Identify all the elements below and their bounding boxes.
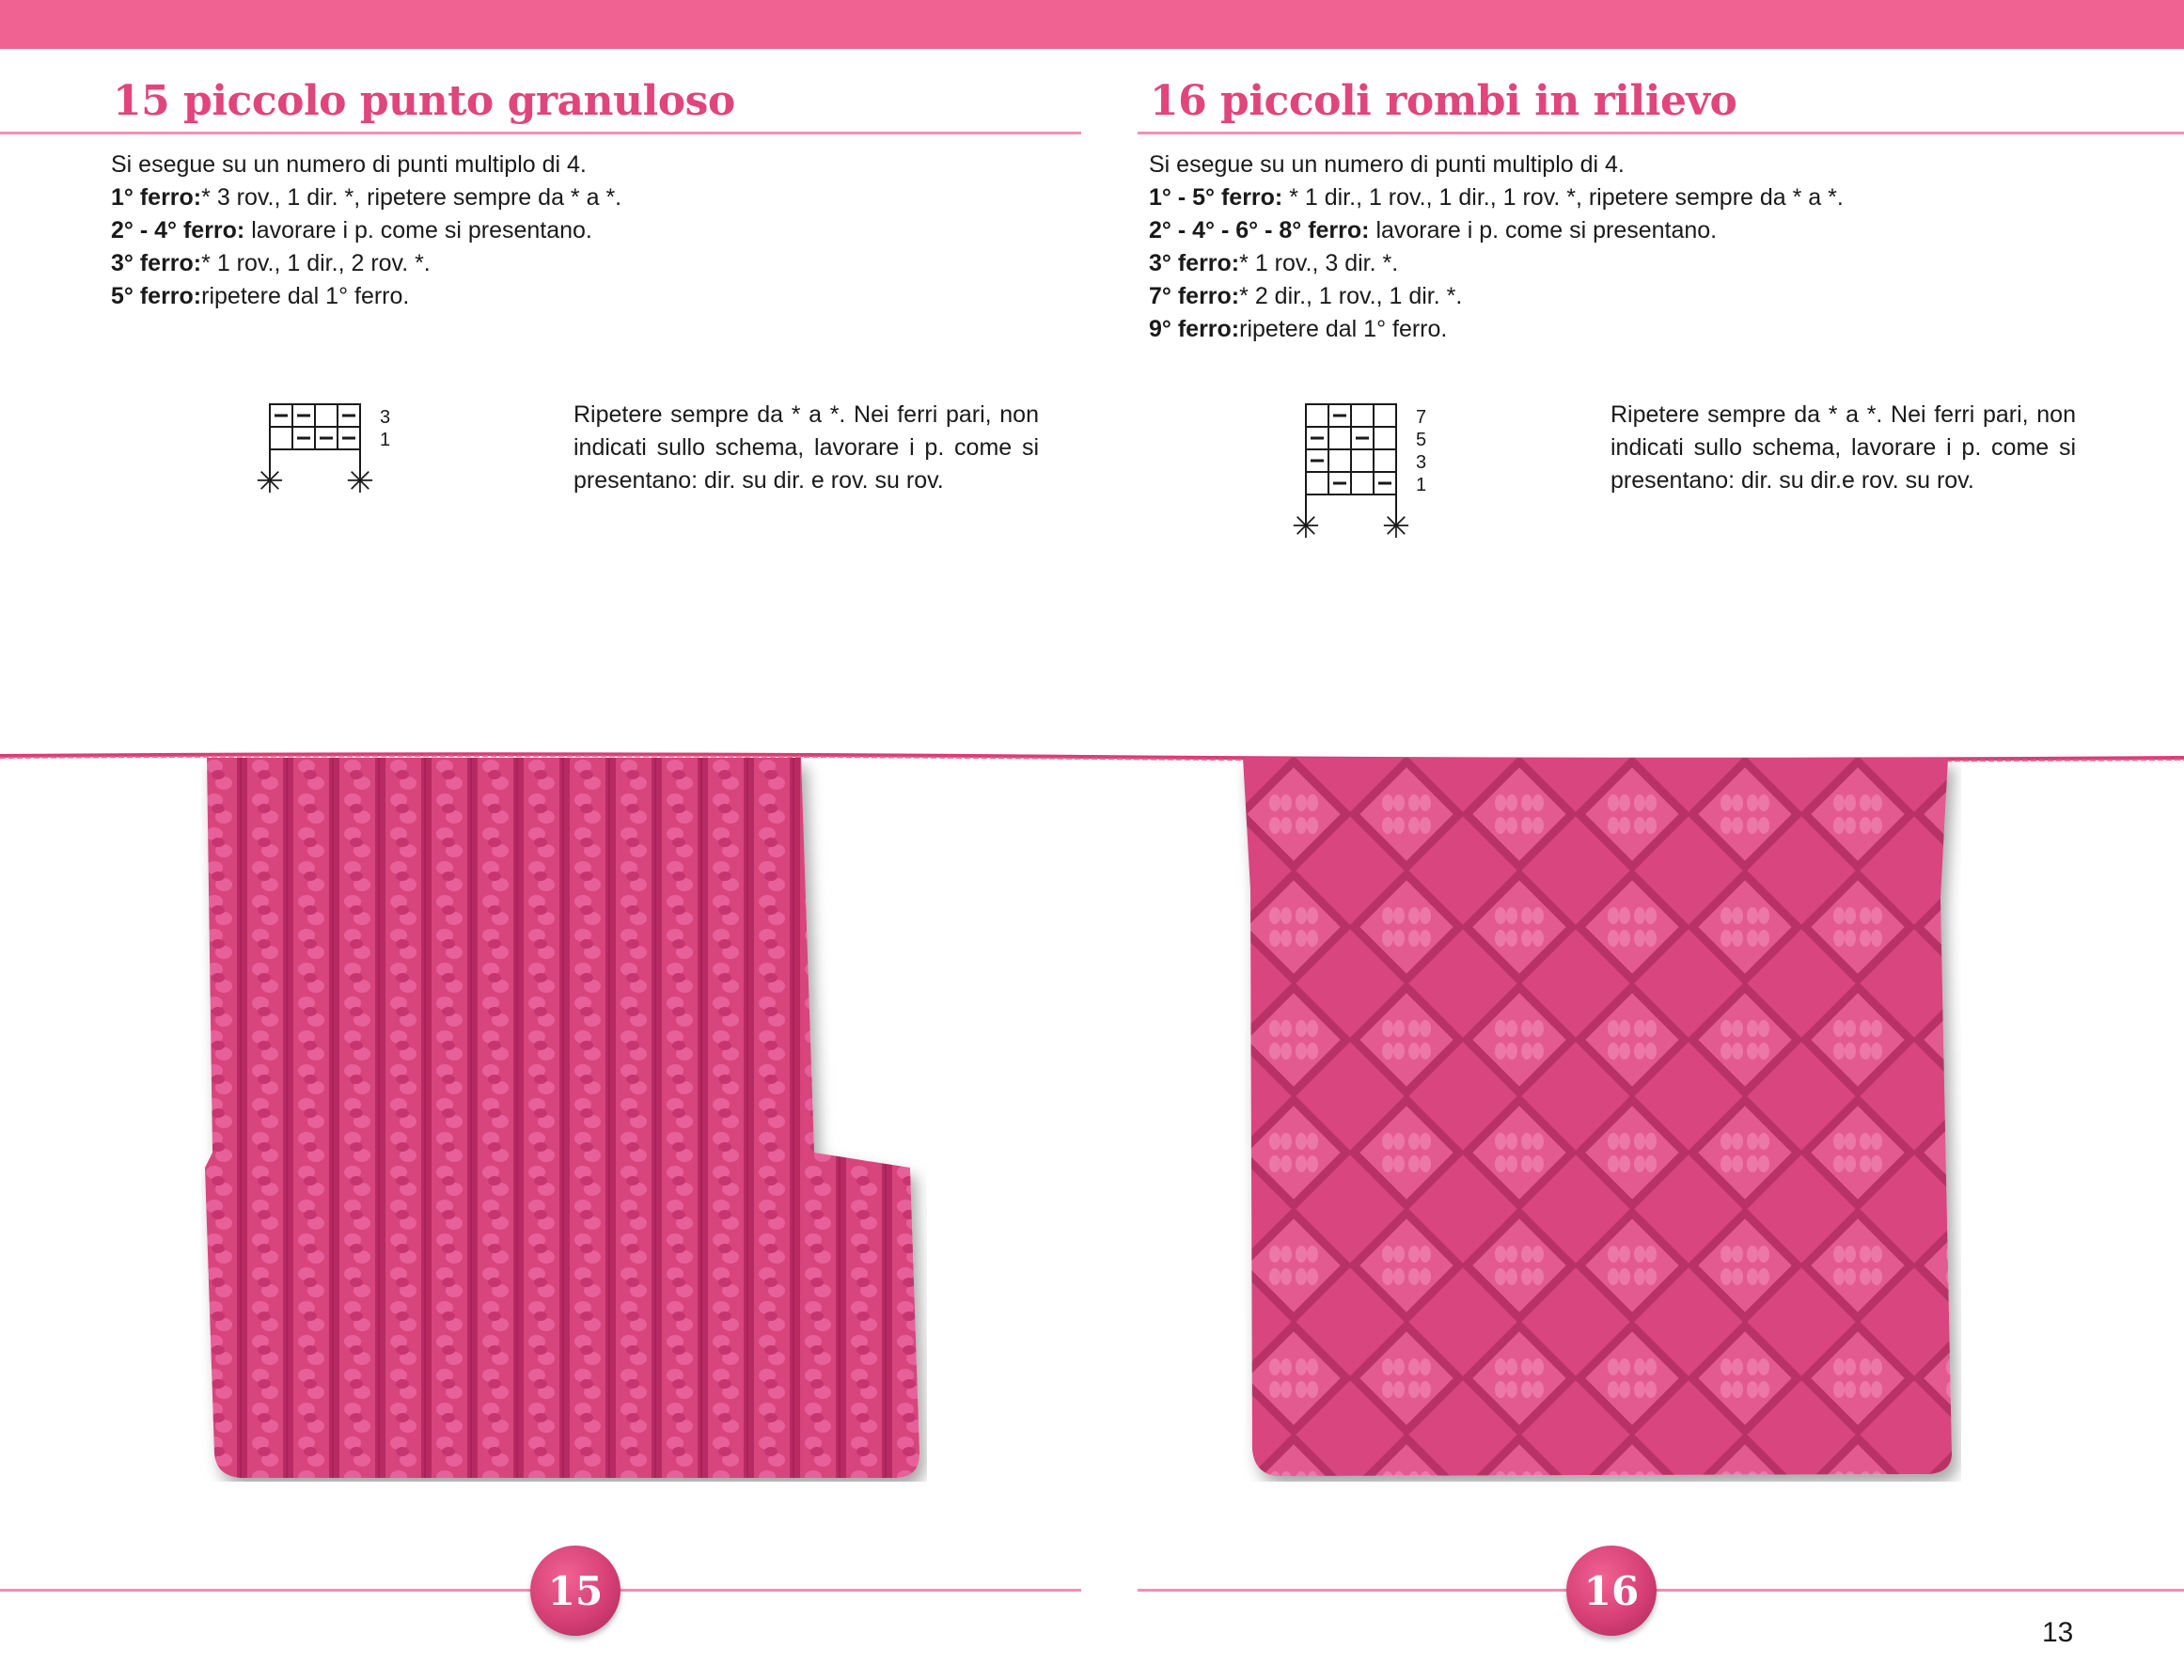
chart-row-label: 3 [380, 407, 391, 428]
pattern-15-note: Ripetere sempre da * a *. Nei ferri pari, non indicati sullo schema, lavorare i p. come si presentano: dir. su dir. e rov. su rov. [573, 401, 1039, 494]
instruction-line: 9° ferro:ripetere dal 1° ferro. [1149, 316, 1448, 342]
page-number: 13 [2042, 1617, 2074, 1648]
instruction-line: 7° ferro:* 2 dir., 1 rov., 1 dir. *. [1149, 283, 1463, 309]
repeat-start-mark: ✳ [255, 463, 285, 501]
swatch-16-image [1237, 758, 1961, 1482]
instruction-line: Si esegue su un numero di punti multiplo di 4. [1149, 151, 1625, 178]
instruction-line: 1° - 5° ferro: * 1 dir., 1 rov., 1 dir., 1 rov. *, ripetere sempre da * a *. [1149, 184, 1844, 211]
chart-row-label: 3 [1416, 452, 1427, 473]
repeat-end-mark: ✳ [345, 463, 375, 501]
badge-16 [1566, 1546, 1657, 1636]
swatch-15-image [201, 758, 927, 1482]
title-rule-left [0, 132, 1081, 134]
pattern-15-chart [256, 402, 406, 506]
chart-row-label: 7 [1416, 407, 1427, 428]
pattern-16-note: Ripetere sempre da * a *. Nei ferri pari, non indicati sullo schema, lavorare i p. come si presentano: dir. su dir.e rov. su rov. [1611, 401, 2076, 494]
pattern-16-instructions [1149, 149, 1844, 346]
pattern-16-title: 16 piccoli rombi in rilievo [1150, 77, 1737, 125]
instruction-line: Si esegue su un numero di punti multiplo di 4. [111, 151, 587, 178]
top-color-band [0, 0, 2184, 49]
instruction-line: 2° - 4° - 6° - 8° ferro: lavorare i p. come si presentano. [1149, 217, 1718, 243]
pattern-15-title: 15 piccolo punto granuloso [113, 77, 735, 125]
repeat-start-mark: ✳ [1291, 508, 1321, 546]
bottom-rule-right [1138, 1589, 2184, 1592]
badge-number: 16 [1583, 1567, 1640, 1614]
badge-15 [530, 1546, 621, 1636]
pattern-16-chart [1291, 402, 1442, 546]
instruction-line: 1° ferro:* 3 rov., 1 dir. *, ripetere sempre da * a *. [111, 184, 622, 211]
chart-row-label: 5 [1416, 430, 1427, 450]
repeat-end-mark: ✳ [1381, 508, 1411, 546]
chart-row-label: 1 [380, 430, 391, 450]
pattern-15-instructions [111, 149, 621, 313]
instruction-line: 3° ferro:* 1 rov., 1 dir., 2 rov. *. [111, 250, 431, 276]
badge-number: 15 [547, 1567, 604, 1614]
instruction-line: 5° ferro:ripetere dal 1° ferro. [111, 283, 410, 309]
title-rule-right [1138, 132, 2184, 134]
instruction-line: 3° ferro:* 1 rov., 3 dir. *. [1149, 250, 1399, 276]
instruction-line: 2° - 4° ferro: lavorare i p. come si presentano. [111, 217, 592, 243]
chart-row-label: 1 [1416, 475, 1427, 495]
